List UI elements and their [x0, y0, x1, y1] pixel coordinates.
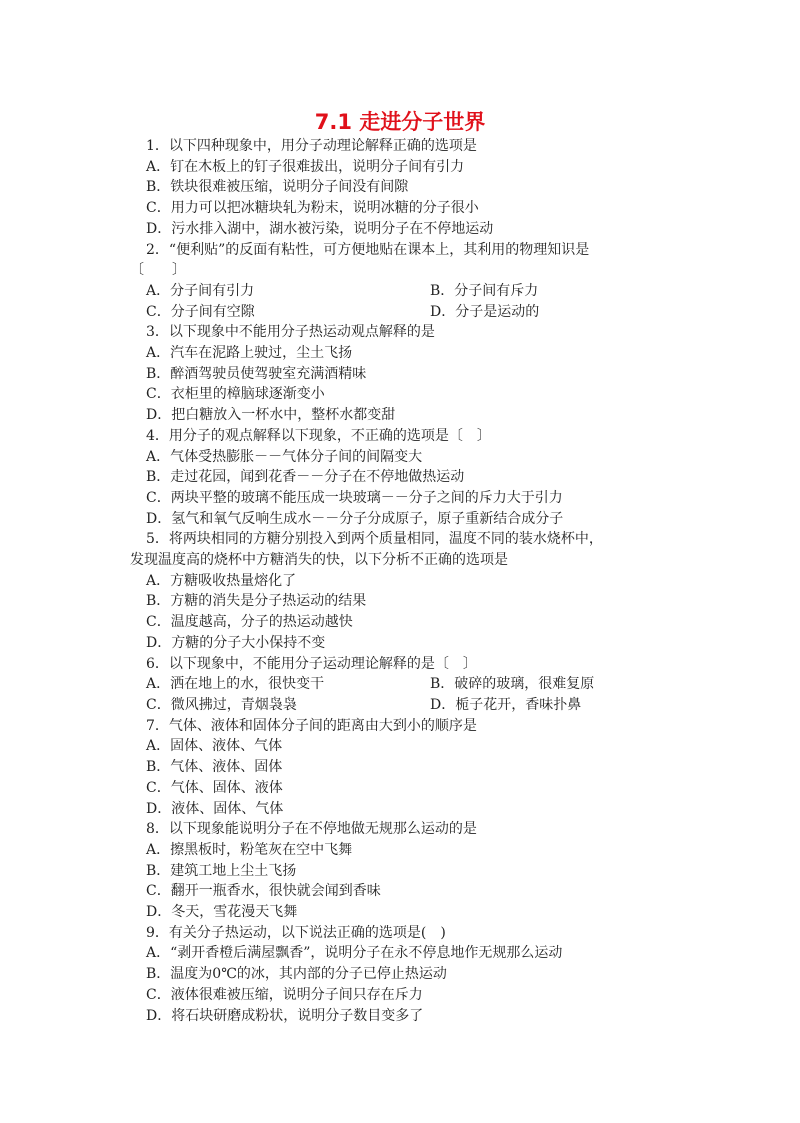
answer-bracket: 〔 〕 — [130, 262, 186, 279]
question-stem: 8．以下现象能说明分子在不停地做无规那么运动的是 — [146, 821, 477, 838]
question-4 — [130, 426, 690, 530]
option-d: D．方糖的分子大小保持不变 — [146, 634, 326, 651]
option-a: A．擦黑板时，粉笔灰在空中飞舞 — [146, 841, 353, 858]
option-a: A．“剥开香橙后满屋飘香”，说明分子在永不停息地作无规那么运动 — [146, 945, 563, 962]
option-b: B．分子间有斥力 — [430, 282, 539, 299]
question-stem: 2．“便利贴”的反面有粘性，可方便地贴在课本上，其利用的物理知识是 — [146, 241, 590, 258]
option-b: B．走过花园，闻到花香－－分子在不停地做热运动 — [146, 469, 465, 486]
option-d: D．液体、固体、气体 — [146, 800, 284, 817]
option-c: C．液体很难被压缩，说明分子间只存在斥力 — [146, 986, 423, 1003]
option-d: D．污水排入湖中，湖水被污染，说明分子在不停地运动 — [146, 220, 494, 237]
question-2 — [130, 240, 690, 323]
option-row — [130, 674, 690, 695]
option-b: B．气体、液体、固体 — [146, 759, 283, 776]
option-d: D．冬天，雪花漫天飞舞 — [146, 904, 298, 921]
option-b: B．醉酒驾驶员使驾驶室充满酒精味 — [146, 365, 367, 382]
option-b: B．温度为0℃的冰，其内部的分子已停止热运动 — [146, 966, 447, 983]
option-d: D．氢气和氧气反响生成水－－分子分成原子，原子重新结合成分子 — [146, 510, 564, 527]
option-c: C．两块平整的玻璃不能压成一块玻璃－－分子之间的斥力大于引力 — [146, 489, 563, 506]
option-c: C．微风拂过，青烟袅袅 — [146, 696, 297, 713]
option-c: C．翻开一瓶香水，很快就会闻到香味 — [146, 883, 381, 900]
option-a: A．分子间有引力 — [146, 282, 255, 299]
question-stem: 7．气体、液体和固体分子间的距离由大到小的顺序是 — [146, 717, 477, 734]
option-row — [130, 302, 690, 323]
option-d: D．栀子花开，香味扑鼻 — [430, 696, 582, 713]
question-3 — [130, 322, 690, 426]
option-d: D．将石块研磨成粉状，说明分子数目变多了 — [146, 1007, 424, 1024]
option-c: C．温度越高，分子的热运动越快 — [146, 614, 353, 631]
question-stem: 6．以下现象中，不能用分子运动理论解释的是〔 〕 — [146, 655, 477, 672]
option-row — [130, 281, 690, 302]
option-b: B．破碎的玻璃，很难复原 — [430, 676, 595, 693]
page-title: 7.1 走进分子世界 — [314, 110, 486, 134]
question-stem: 1．以下四种现象中，用分子动理论解释正确的选项是 — [146, 138, 477, 154]
option-a: A．方糖吸收热量熔化了 — [146, 572, 297, 589]
question-1 — [130, 136, 690, 240]
option-a: A．洒在地上的水，很快变干 — [146, 676, 325, 693]
option-b: B．铁块很难被压缩，说明分子间没有间隙 — [146, 179, 409, 196]
question-list — [130, 136, 690, 1026]
question-stem: 4．用分子的观点解释以下现象，不正确的选项是〔 〕 — [146, 427, 491, 444]
question-7 — [130, 716, 690, 820]
option-b: B．建筑工地上尘土飞扬 — [146, 862, 297, 879]
question-stem: 9．有关分子热运动，以下说法正确的选项是( ) — [146, 924, 446, 941]
option-a: A．固体、液体、气体 — [146, 738, 283, 755]
option-c: C．分子间有空隙 — [146, 303, 255, 320]
option-c: C．用力可以把冰糖块轧为粉末，说明冰糖的分子很小 — [146, 200, 479, 217]
option-d: D．把白糖放入一杯水中，整杯水都变甜 — [146, 407, 396, 424]
question-6 — [130, 654, 690, 716]
question-stem: 5．将两块相同的方糖分别投入到两个质量相同，温度不同的装水烧杯中， — [146, 531, 603, 548]
option-a: A．钉在木板上的钉子很难拔出，说明分子间有引力 — [146, 158, 465, 175]
question-8 — [130, 819, 690, 923]
option-d: D．分子是运动的 — [430, 303, 540, 320]
question-stem: 3．以下现象中不能用分子热运动观点解释的是 — [146, 324, 435, 341]
option-a: A．气体受热膨胀－－气体分子间的间隔变大 — [146, 448, 423, 465]
option-c: C．气体、固体、液体 — [146, 779, 283, 796]
option-a: A．汽车在泥路上驶过，尘土飞扬 — [146, 345, 353, 362]
question-5 — [130, 529, 690, 653]
option-row — [130, 695, 690, 716]
question-9 — [130, 923, 690, 1027]
option-c: C．衣柜里的樟脑球逐渐变小 — [146, 386, 325, 403]
question-stem-continued: 发现温度高的烧杯中方糖消失的快，以下分析不正确的选项是 — [130, 552, 508, 569]
option-b: B．方糖的消失是分子热运动的结果 — [146, 593, 367, 610]
